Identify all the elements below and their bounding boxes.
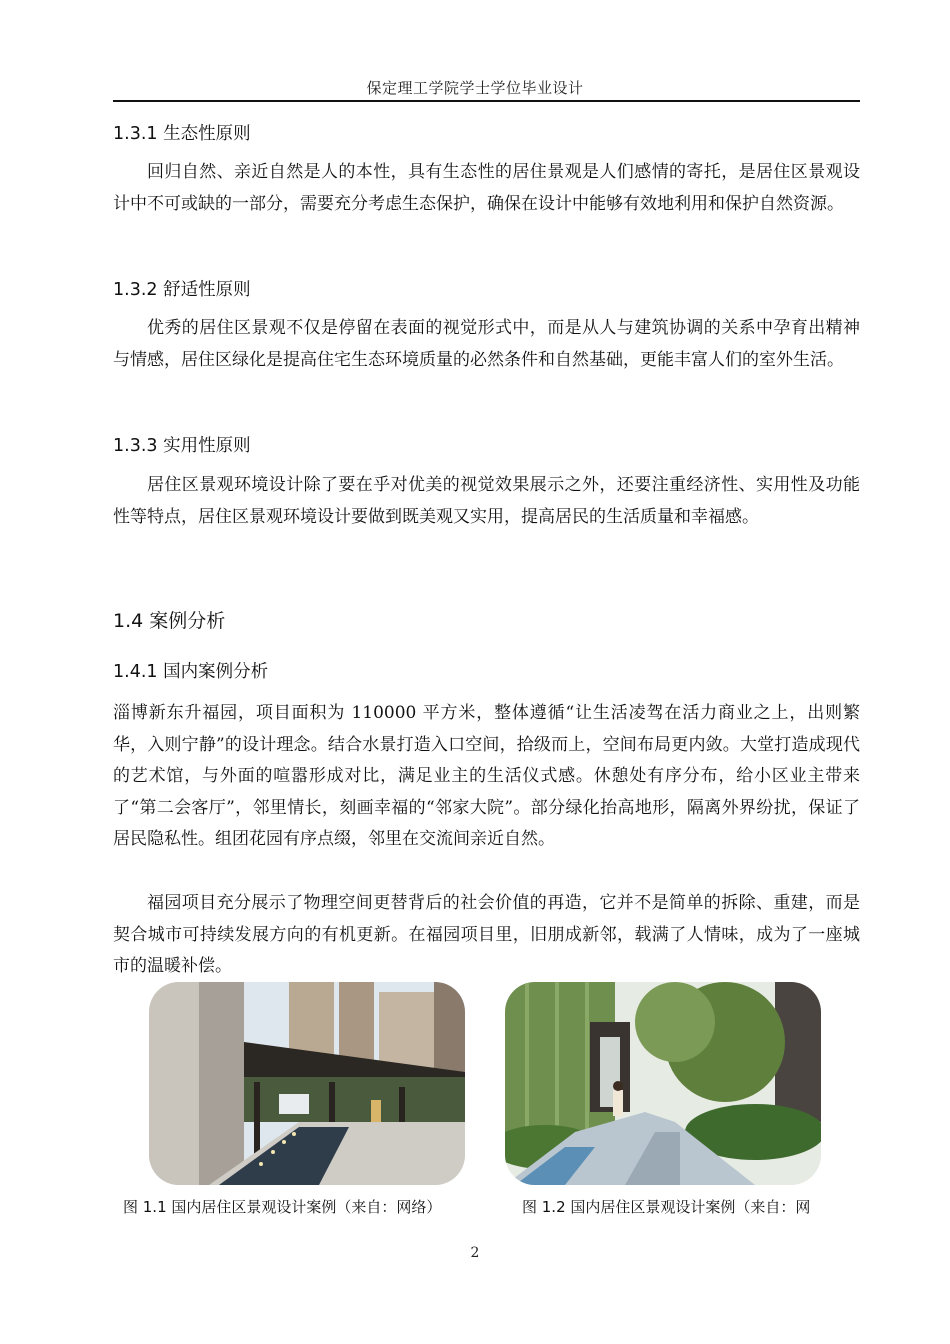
- section-body-1-3-1: 回归自然、亲近自然是人的本性，具有生态性的居住景观是人们感情的寄托，是居住区景观设计中不可或缺的一部分，需要充分考虑生态保护，确保在设计中能够有效地利用和保护自然资源。: [113, 162, 860, 214]
- figure-1-2-caption: 图 1.2 国内居住区景观设计案例（来自：网: [522, 1198, 811, 1216]
- figure-1-1-image: [149, 982, 465, 1185]
- section-heading-1-3-2: 1.3.2 舒适性原则: [113, 280, 251, 300]
- figure-1-2-image: [505, 982, 821, 1185]
- case-paragraph-1: 淄博新东升福园，项目面积为 110000 平方米，整体遵循“让生活凌驾在活力商业之上，出则繁华，入则宁静”的设计理念。结合水景打造入口空间，拾级而上，空间布局更内敛。大堂打造成现代的艺术馆，与外面的喧嚣形成对比，满足业主的生活仪式感。休憩处有序分布，给小区业主带来了“第二会客厅”，邻里情长，刻画幸福的“邻家大院”。部分绿化抬高地形，隔离外界纷扰，保证了居民隐私性。组团花园有序点缀，邻里在交流间亲近自然。: [113, 703, 860, 849]
- case-paragraph-2: 福园项目充分展示了物理空间更替背后的社会价值的再造，它并不是简单的拆除、重建，而是契合城市可持续发展方向的有机更新。在福园项目里，旧朋成新邻，载满了人情味，成为了一座城市的温暖补偿。: [113, 893, 860, 976]
- figure-1-1-caption: 图 1.1 国内居住区景观设计案例（来自：网络）: [123, 1198, 442, 1216]
- section-heading-1-3-1: 1.3.1 生态性原则: [113, 124, 251, 144]
- section-heading-1-3-3: 1.3.3 实用性原则: [113, 436, 251, 456]
- running-header: 保定理工学院学士学位毕业设计: [366, 79, 584, 97]
- section-body-1-3-2: 优秀的居住区景观不仅是停留在表面的视觉形式中，而是从人与建筑协调的关系中孕育出精神与情感，居住区绿化是提高住宅生态环境质量的必然条件和自然基础，更能丰富人们的室外生活。: [113, 318, 860, 370]
- header-rule: [113, 100, 860, 102]
- page-number: 2: [470, 1245, 480, 1261]
- section-heading-1-4-1: 1.4.1 国内案例分析: [113, 662, 269, 682]
- section-heading-1-4: 1.4 案例分析: [113, 610, 226, 632]
- section-body-1-3-3: 居住区景观环境设计除了要在乎对优美的视觉效果展示之外，还要注重经济性、实用性及功能性等特点，居住区景观环境设计要做到既美观又实用，提高居民的生活质量和幸福感。: [113, 475, 860, 527]
